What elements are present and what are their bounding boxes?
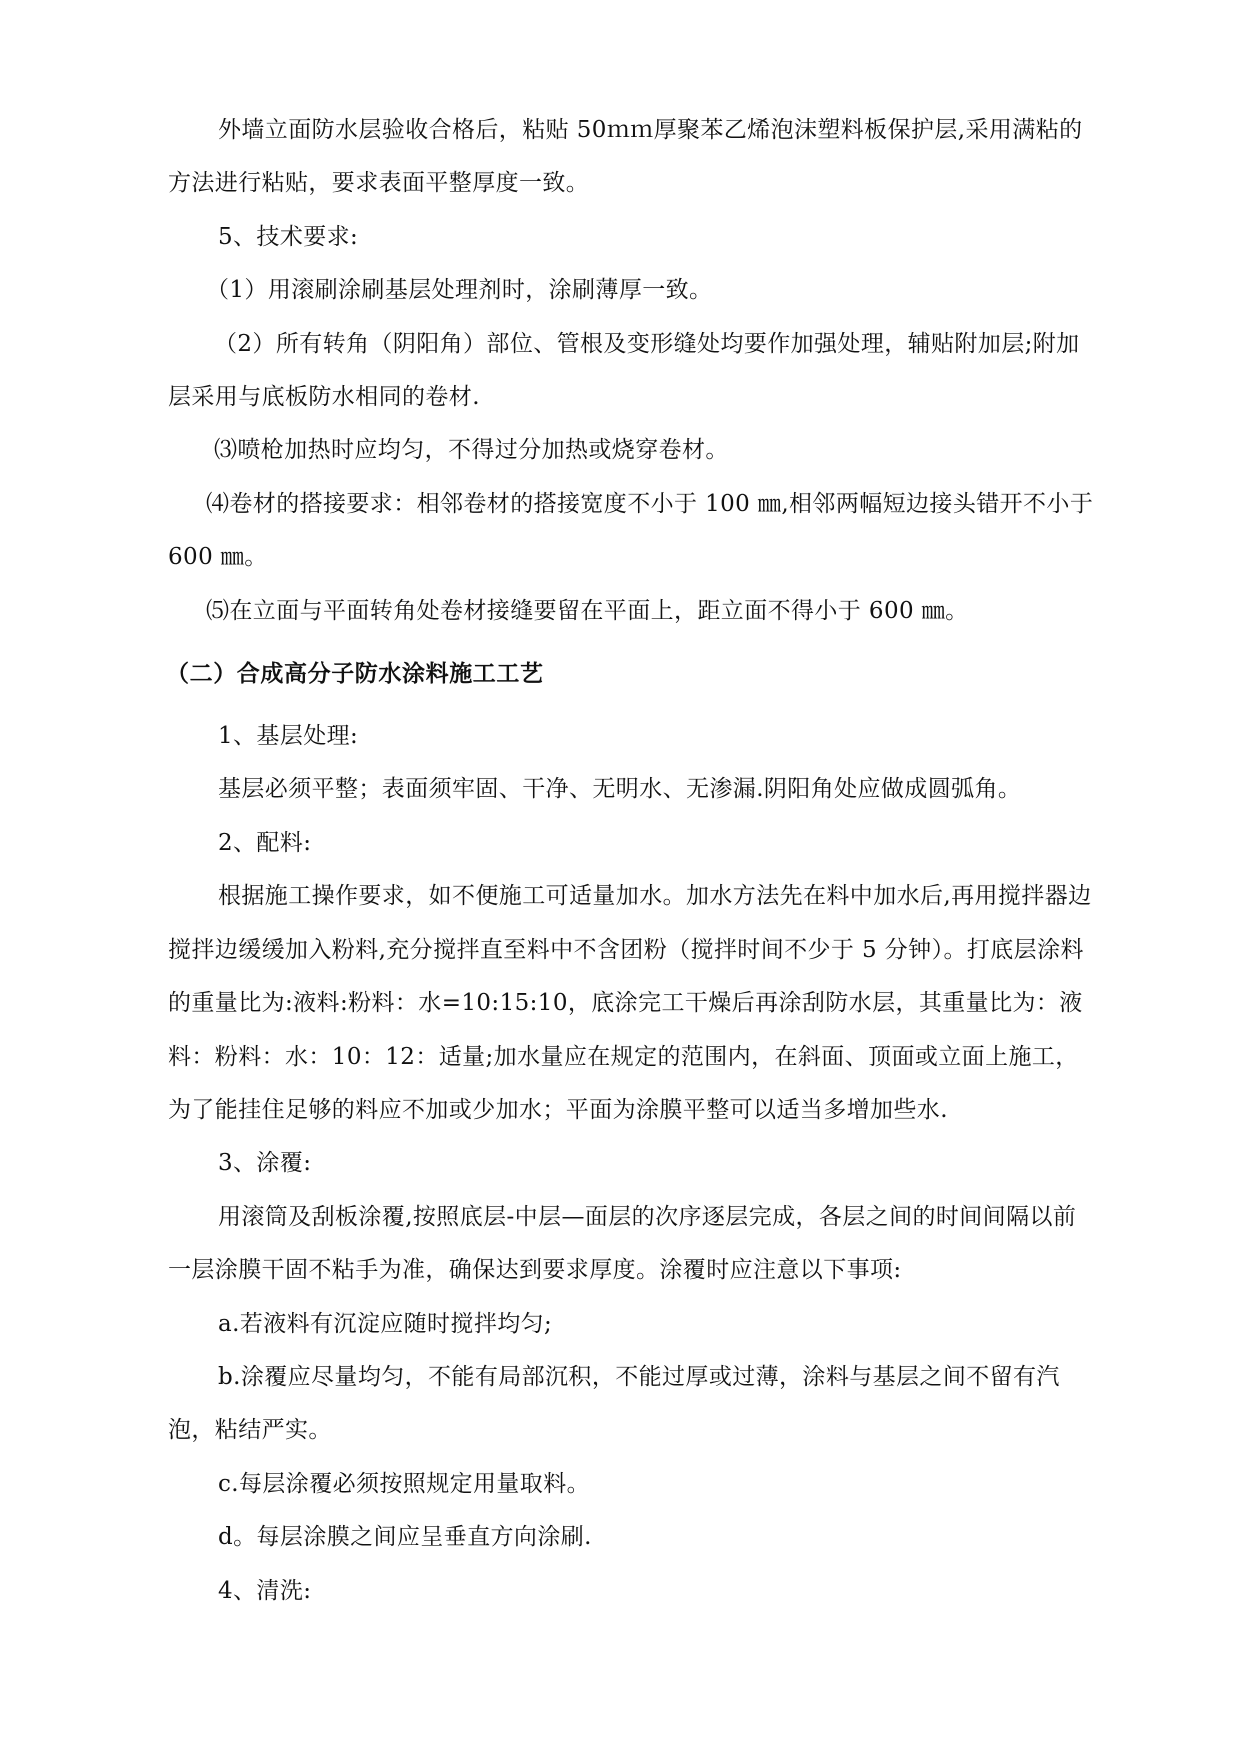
paragraph-note-d: d。每层涂膜之间应呈垂直方向涂刷. (218, 1524, 592, 1551)
section-heading: （二）合成高分子防水涂料施工工艺 (166, 661, 544, 688)
paragraph-requirement-2: （2）所有转角（阴阳角）部位、管根及变形缝处均要作加强处理，辅贴附加层;附加层采用与底板防水相同的卷材. (168, 330, 1080, 411)
paragraph-protection-layer: 外墙立面防水层验收合格后，粘贴 50ｍｍ厚聚苯乙烯泡沫塑料板保护层,采用满粘的方法进行粘贴，要求表面平整厚度一致。 (168, 117, 1083, 197)
document-body (168, 104, 1098, 1618)
paragraph-coating: 用滚筒及刮板涂覆,按照底层-中层—面层的次序逐层完成，各层之间的时间间隔以前一层涂膜干固不粘手为准，确保达到要求厚度。涂覆时应注意以下事项: (168, 1203, 1077, 1284)
paragraph-requirement-3: ⑶喷枪加热时应均匀，不得过分加热或烧穿卷材。 (214, 437, 729, 464)
paragraph-step-2-title: 2、配料: (218, 829, 312, 856)
paragraph-note-c: c.每层涂覆必须按照规定用量取料。 (218, 1470, 590, 1497)
paragraph-note-a: a.若液料有沉淀应随时搅拌均匀; (218, 1310, 553, 1337)
paragraph-mixing: 根据施工操作要求，如不便施工可适量加水。加水方法先在料中加水后,再用搅拌器边搅拌边缓缓加入粉料,充分搅拌直至料中不含团粉（搅拌时间不少于 5 分钟）。打底层涂料的重量比为:液料:粉料：水=10:15:10，底涂完工干燥后再涂刮防水层，其重量比为：液料：粉料：水：10：12：适量;加水量应在规定的范围内，在斜面、顶面或立面上施工，为了能挂住足够的料应不加或少加水；平面为涂膜平整可以适当多增加些水. (168, 883, 1092, 1123)
paragraph-requirement-4: ⑷卷材的搭接要求：相邻卷材的搭接宽度不小于 100 ㎜,相邻两幅短边接头错开不小于 600 ㎜。 (168, 490, 1094, 571)
paragraph-step-4-title: 4、清洗: (218, 1577, 312, 1604)
paragraph-note-b: b.涂覆应尽量均匀，不能有局部沉积，不能过厚或过薄，涂料与基层之间不留有汽泡，粘结严实。 (168, 1363, 1060, 1444)
paragraph-step-1-title: 1、基层处理: (218, 723, 359, 750)
paragraph-requirement-5: ⑸在立面与平面转角处卷材接缝要留在平面上，距立面不得小于 600 ㎜。 (206, 597, 969, 624)
paragraph-step-3-title: 3、涂覆: (218, 1150, 312, 1177)
paragraph-base-treatment: 基层必须平整；表面须牢固、干净、无明水、无渗漏.阴阳角处应做成圆弧角。 (218, 776, 1022, 803)
paragraph-tech-requirements-title: 5、技术要求: (218, 223, 359, 250)
paragraph-requirement-1: （1）用滚刷涂刷基层处理剂时，涂刷薄厚一致。 (206, 277, 713, 304)
